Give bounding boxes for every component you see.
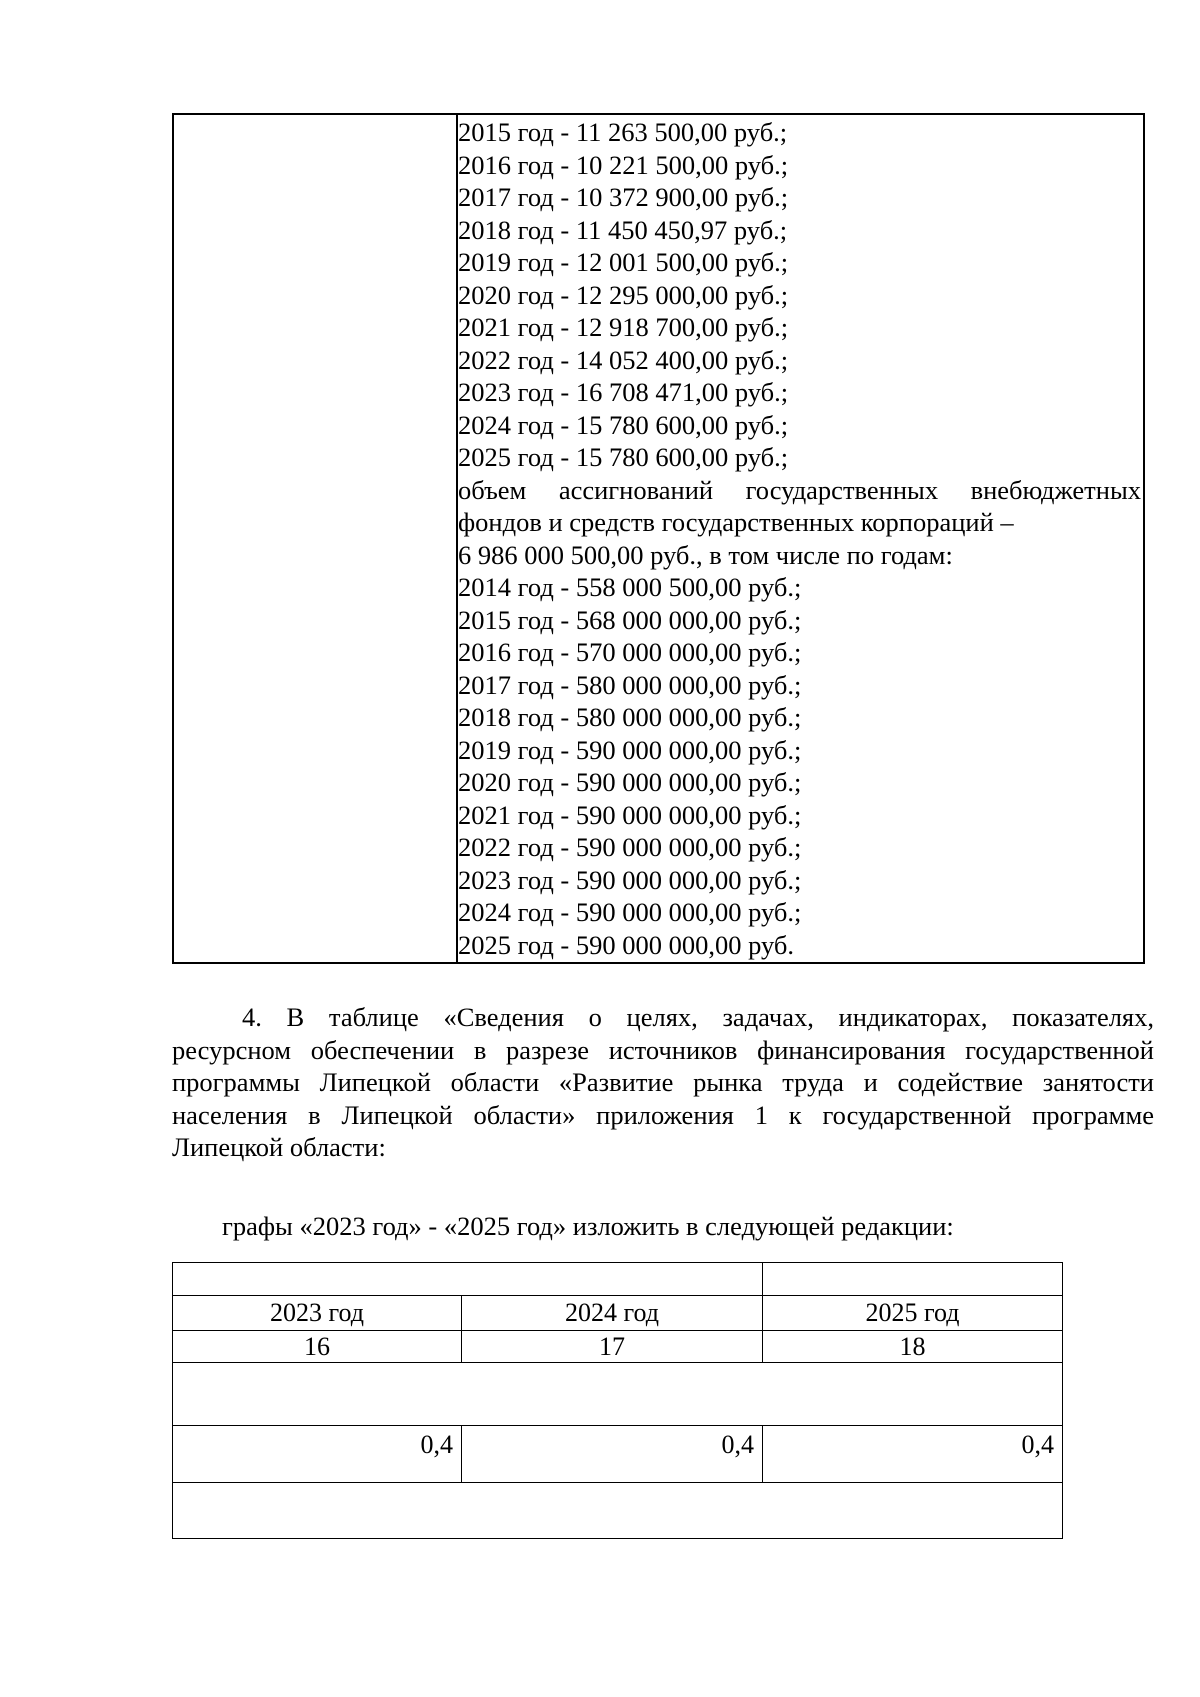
funding-line: 2022 год - 590 000 000,00 руб.; [458,832,802,862]
funding-line: 2020 год - 12 295 000,00 руб.; [458,279,789,310]
funding-line: 2025 год - 590 000 000,00 руб. [458,929,795,960]
funding-line: 2019 год - 590 000 000,00 руб.; [458,734,802,765]
funding-line: 2015 год - 11 263 500,00 руб.; [458,117,788,147]
empty-cell [173,1263,763,1296]
table-row [173,1363,1063,1426]
funding-line: 2025 год - 15 780 600,00 руб.; [458,442,789,472]
funding-line: 2020 год - 590 000 000,00 руб.; [458,767,802,797]
header-cell: 2023 год [173,1296,462,1331]
empty-cell [763,1263,1063,1296]
funding-line: 2019 год - 12 001 500,00 руб.; [458,247,789,277]
funding-table-right-cell [458,116,1141,961]
funding-line: объем ассигнований государственных внебюджетных [458,474,1141,505]
funding-line: 2014 год - 558 000 500,00 руб.; [458,572,802,602]
paragraph-line: Липецкой области: [172,1132,386,1162]
paragraph-line: населения в Липецкой области» приложения 1 к государственной программе [172,1099,1154,1130]
year-columns-table [172,1262,1063,1539]
funding-line: фондов и средств государственных корпораций – [458,507,1014,537]
column-number-cell: 17 [462,1331,763,1363]
funding-line: 2018 год - 11 450 450,97 руб.; [458,214,788,245]
funding-line: 2017 год - 10 372 900,00 руб.; [458,182,789,212]
funding-line: 2023 год - 590 000 000,00 руб.; [458,864,802,895]
header-cell: 2025 год [763,1296,1063,1331]
table-row [173,1331,1063,1363]
funding-line: 2021 год - 12 918 700,00 руб.; [458,312,789,342]
table-row [173,1483,1063,1539]
header-cell: 2024 год [462,1296,763,1331]
subparagraph: графы «2023 год» - «2025 год» изложить в следующей редакции: [222,1211,954,1241]
value-cell: 0,4 [763,1426,1063,1483]
funding-line: 2021 год - 590 000 000,00 руб.; [458,799,802,830]
column-number-cell: 18 [763,1331,1063,1363]
funding-line: 2023 год - 16 708 471,00 руб.; [458,377,789,407]
table-row [173,1263,1063,1296]
funding-line: 6 986 000 500,00 руб., в том числе по годам: [458,539,953,570]
paragraph-line: 4. В таблице «Сведения о целях, задачах, индикаторах, показателях, [242,1002,1154,1032]
paragraph-line: ресурсном обеспечении в разрезе источников финансирования государственной [172,1034,1154,1065]
table-row [173,1426,1063,1483]
funding-line: 2018 год - 580 000 000,00 руб.; [458,702,802,732]
value-cell: 0,4 [462,1426,763,1483]
empty-cell [173,1363,1063,1426]
column-number-cell: 16 [173,1331,462,1363]
funding-line: 2015 год - 568 000 000,00 руб.; [458,604,802,635]
funding-line: 2016 год - 570 000 000,00 руб.; [458,637,802,667]
table-row [173,1296,1063,1331]
amendment-paragraph [172,1001,1154,1164]
funding-line: 2024 год - 590 000 000,00 руб.; [458,897,802,927]
empty-cell [173,1483,1063,1539]
paragraph-line: программы Липецкой области «Развитие рынка труда и содействие занятости [172,1067,1154,1097]
funding-line: 2024 год - 15 780 600,00 руб.; [458,409,789,440]
value-cell: 0,4 [173,1426,462,1483]
funding-line: 2022 год - 14 052 400,00 руб.; [458,344,789,375]
funding-line: 2016 год - 10 221 500,00 руб.; [458,149,789,180]
funding-line: 2017 год - 580 000 000,00 руб.; [458,669,802,700]
